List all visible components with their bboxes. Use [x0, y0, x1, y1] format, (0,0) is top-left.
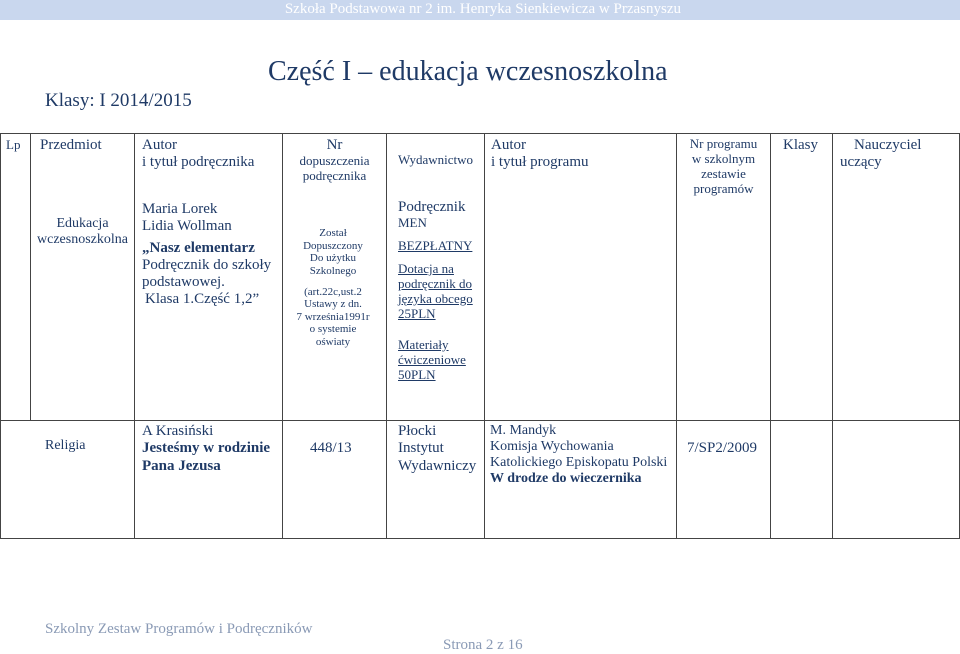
- header-przedmiot: Przedmiot: [40, 137, 102, 153]
- col-divider: [484, 133, 485, 538]
- row1-wydawnictwo: Podręcznik MEN BEZPŁATNY Dotacja na podręcznik do języka obcego 25PLN Materiały ćwiczeniowe 50PLN: [398, 199, 473, 382]
- page-number: Strona 2 z 16: [443, 637, 523, 653]
- row1-nr-dopuszczenia: Został Dopuszczony Do użytku Szkolnego (art.22c,ust.2 Ustawy z dn. 7 września1991r o systemie oświaty: [296, 227, 370, 349]
- page-title: Część I – edukacja wczesnoszkolna: [268, 56, 668, 87]
- col-divider: [30, 133, 31, 420]
- row2-textbook: A Krasiński Jesteśmy w rodzinie Pana Jezusa: [142, 423, 271, 474]
- header-nauczyciel: Nauczyciel uczący: [840, 137, 922, 171]
- header-nr-dopuszczenia: Nr dopuszczenia podręcznika: [299, 137, 370, 184]
- header-autor: Autor i tytuł podręcznika: [142, 137, 255, 171]
- row2-nr-dopuszczenia: 448/13: [310, 440, 352, 456]
- footer-title: Szkolny Zestaw Programów i Podręczników: [45, 621, 313, 637]
- row2-przedmiot: Religia: [45, 438, 86, 453]
- row2-nr-programu: 7/SP2/2009: [687, 440, 758, 456]
- header-nr-programu: Nr programu w szkolnym zestawie programów: [689, 136, 758, 196]
- header-autor-programu: Autor i tytuł programu: [491, 137, 589, 171]
- row2-program: M. Mandyk Komisja Wychowania Katolickiego Episkopatu Polski W drodze do wieczernika: [490, 423, 668, 487]
- col-divider: [134, 133, 135, 538]
- header-klasy: Klasy: [783, 137, 818, 153]
- school-name: Szkoła Podstawowa nr 2 im. Henryka Sienkiewicza w Przasnyszu: [284, 1, 681, 17]
- row1-przedmiot: Edukacja wczesnoszkolna: [37, 216, 128, 248]
- col-divider: [770, 133, 771, 538]
- header-wydawnictwo: Wydawnictwo: [398, 152, 474, 167]
- table-border-row-separator: [0, 420, 960, 421]
- table-border-left: [0, 133, 1, 538]
- school-header-bar: [0, 0, 960, 20]
- row1-textbook: Maria Lorek Lidia Wollman „Nasz elementarz Podręcznik do szkoły podstawowej. Klasa 1.Część 1,2”: [142, 201, 272, 308]
- col-divider: [832, 133, 833, 538]
- col-divider: [386, 133, 387, 538]
- row2-wydawnictwo: Płocki Instytut Wydawniczy: [398, 423, 477, 474]
- table-border-bottom: [0, 538, 960, 539]
- class-year-label: Klasy: I 2014/2015: [45, 90, 192, 111]
- header-lp: Lp: [6, 137, 21, 152]
- table-border-top: [0, 133, 960, 134]
